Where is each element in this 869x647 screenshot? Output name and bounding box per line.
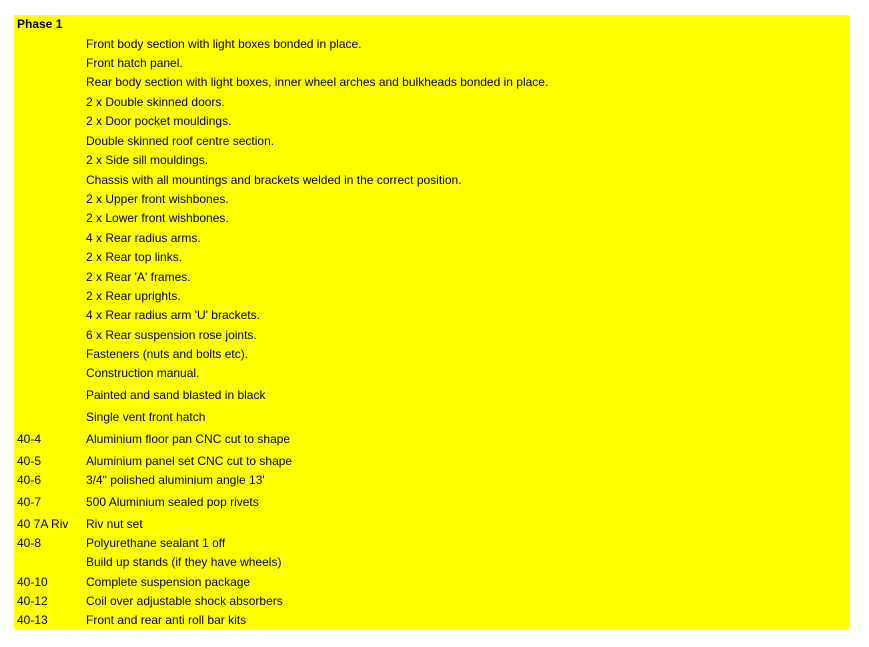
part-description: 3/4" polished aluminium angle 13' [86, 473, 265, 487]
part-code: 40-5 [17, 454, 42, 468]
list-row [14, 553, 849, 572]
part-code: 40-7 [17, 495, 42, 509]
list-row [14, 287, 849, 306]
list-row [14, 471, 849, 490]
part-description: Chassis with all mountings and brackets welded in the correct position. [86, 173, 462, 187]
part-description: 2 x Double skinned doors. [86, 95, 225, 109]
part-description: Front body section with light boxes bonded in place. [86, 37, 362, 51]
list-row [14, 430, 849, 449]
list-row [14, 408, 849, 427]
list-row [14, 268, 849, 287]
part-code: 40-8 [17, 536, 42, 550]
part-code: 40-6 [17, 473, 42, 487]
part-description: Construction manual. [86, 366, 200, 380]
list-row [14, 573, 849, 592]
part-description: Fasteners (nuts and bolts etc). [86, 347, 249, 361]
part-code: 40-13 [17, 613, 48, 627]
list-row [14, 132, 849, 151]
part-description: 2 x Door pocket mouldings. [86, 114, 232, 128]
part-description: 2 x Rear 'A' frames. [86, 270, 191, 284]
part-description: Coil over adjustable shock absorbers [86, 594, 283, 608]
part-description: 2 x Rear top links. [86, 250, 183, 264]
list-row [14, 248, 849, 267]
part-description: 4 x Rear radius arm 'U' brackets. [86, 308, 260, 322]
part-description: Riv nut set [86, 517, 143, 531]
list-row [14, 611, 849, 630]
part-code: 40-4 [17, 432, 42, 446]
list-row [14, 515, 849, 534]
list-row [14, 112, 849, 131]
list-row [14, 171, 849, 190]
part-description: 2 x Rear uprights. [86, 289, 181, 303]
part-code: 40 7A Riv [17, 517, 69, 531]
part-description: Aluminium panel set CNC cut to shape [86, 454, 293, 468]
part-description: Polyurethane sealant 1 off [86, 536, 226, 550]
list-row [14, 326, 849, 345]
part-description: Double skinned roof centre section. [86, 134, 275, 148]
phase-heading: Phase 1 [17, 17, 63, 31]
list-row [14, 493, 849, 512]
part-description: Painted and sand blasted in black [86, 388, 266, 402]
list-row [14, 229, 849, 248]
part-description: 2 x Upper front wishbones. [86, 192, 229, 206]
part-description: 6 x Rear suspension rose joints. [86, 328, 257, 342]
part-description: 2 x Side sill mouldings. [86, 153, 209, 167]
part-description: Front and rear anti roll bar kits [86, 613, 247, 627]
list-row [14, 364, 849, 383]
list-row [14, 209, 849, 228]
list-row [14, 151, 849, 170]
list-row [14, 534, 849, 553]
part-description: Single vent front hatch [86, 410, 206, 424]
part-description: 500 Aluminium sealed pop rivets [86, 495, 259, 509]
phase-heading-row [14, 15, 849, 34]
list-row [14, 345, 849, 364]
list-row [14, 54, 849, 73]
part-code: 40-10 [17, 575, 48, 589]
part-description: Front hatch panel. [86, 56, 183, 70]
part-code: 40-12 [17, 594, 48, 608]
list-row [14, 386, 849, 405]
list-row [14, 592, 849, 611]
list-row [14, 190, 849, 209]
list-row [14, 306, 849, 325]
part-description: Build up stands (if they have wheels) [86, 555, 282, 569]
part-description: Complete suspension package [86, 575, 251, 589]
part-description: 4 x Rear radius arms. [86, 231, 201, 245]
list-row [14, 35, 849, 54]
parts-list-sheet [14, 15, 849, 629]
list-row [14, 93, 849, 112]
list-row [14, 73, 849, 92]
part-description: Aluminium floor pan CNC cut to shape [86, 432, 291, 446]
list-row [14, 452, 849, 471]
part-description: Rear body section with light boxes, inner wheel arches and bulkheads bonded in place. [86, 75, 549, 89]
part-description: 2 x Lower front wishbones. [86, 211, 229, 225]
